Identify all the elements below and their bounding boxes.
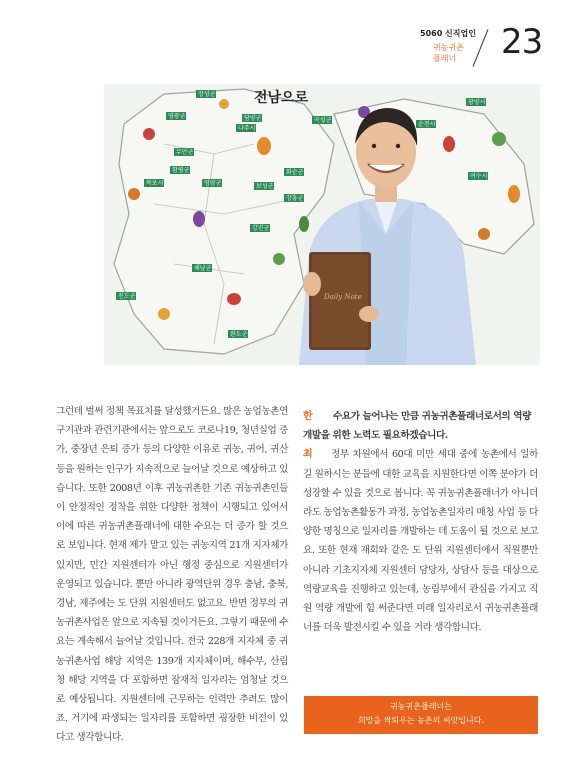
caption-line1: 귀농귀촌플래너는 — [390, 702, 452, 711]
right-column-qa — [303, 407, 538, 637]
svg-text:함평군: 함평군 — [172, 167, 190, 174]
series-subtitle-line2: 플래너 — [433, 54, 457, 63]
svg-text:여수시: 여수시 — [470, 173, 488, 180]
svg-text:강진군: 강진군 — [252, 225, 270, 232]
question-text: 수요가 늘어나는 만큼 귀농귀촌플래너로서의 역량 개발을 위한 노력도 필요하겠습니다. — [303, 411, 531, 442]
svg-text:무안군: 무안군 — [176, 149, 194, 156]
svg-text:영암군: 영암군 — [204, 180, 222, 187]
svg-text:완도군: 완도군 — [230, 331, 248, 338]
svg-text:진도군: 진도군 — [118, 293, 136, 300]
map-title: 전남으로 — [254, 90, 309, 106]
answer-text: 정부 차원에서 60대 미만 세대 중에 농촌에서 일하길 원하시는 분들에 대한 교육을 지원한다면 이쪽 분야가 더 성장할 수 있을 것으로 봅니다. 꼭 귀농귀촌플래너가 아니더라도 농업농촌활동가 과정, 농업농촌일자리 매칭 사업 등 다양한 명칭으로 일자리를 개발하는 데 도움이 될 것으로 보고요. 또한 현재 재회와 같은 도 단위 지원센터에서 직원뿐만 아니라 기초지자체 지원센터 담당자, 상담사 등을 대상으로 역량교육을 진행하고 있는데, 농림부에서 관심을 가지고 직원 역량 개발에 힘 써준다면 미래 일자리로서 귀농귀촌플래너를 더욱 발전시킬 수 있을 거라 생각합니다. — [303, 449, 538, 634]
svg-text:담양군: 담양군 — [244, 115, 262, 122]
svg-text:영광군: 영광군 — [168, 113, 186, 120]
page-number: 23 — [501, 22, 543, 62]
series-title: 5060 신직업인 — [420, 29, 476, 38]
svg-text:장흥군: 장흥군 — [286, 195, 304, 202]
page-header — [400, 22, 560, 72]
svg-text:곡성군: 곡성군 — [314, 117, 332, 124]
notebook-label: Daily Note — [324, 293, 362, 301]
question-block — [303, 407, 538, 445]
svg-text:순천시: 순천시 — [418, 121, 436, 128]
svg-text:광양시: 광양시 — [468, 99, 486, 106]
svg-text:화순군: 화순군 — [286, 169, 304, 176]
svg-text:목포시: 목포시 — [146, 180, 164, 187]
svg-text:보성군: 보성군 — [256, 183, 274, 190]
caption-line2: 희망을 싹틔우는 농촌의 씨앗입니다. — [357, 716, 485, 725]
svg-text:해남군: 해남군 — [194, 265, 212, 272]
svg-text:장성군: 장성군 — [198, 91, 216, 98]
question-marker: 한 — [303, 411, 313, 422]
pull-quote-caption — [304, 696, 538, 734]
svg-text:나주시: 나주시 — [238, 125, 256, 132]
answer-block — [303, 445, 538, 637]
series-subtitle-line1: 귀농귀촌 — [433, 43, 464, 52]
interview-photo — [104, 84, 540, 365]
photo-illustration — [104, 84, 540, 365]
answer-marker: 최 — [303, 449, 313, 461]
left-column-text: 그런데 벌써 정책 목표치를 달성했거든요. 많은 농업농촌연구기관과 관련기관에서는 앞으로도 코로나19, 청년실업 증가, 중장년 은퇴 증가 등의 다양한 이유로 귀농, 귀어, 귀산 등을 원하는 인구가 지속적으로 늘어날 것으로 예상하고 있습니다. 또한 2008년 이후 귀농귀촌한 기존 귀농귀촌인들이 안정적인 정착을 위한 다양한 정책이 시행되고 있어서 이에 따른 귀농귀촌플래너에 대한 수요는 더 증가 할 것으로 보입니다. 현재 제가 맡고 있는 귀농지역 21개 지자체가 있지만, 민간 지원센터가 아닌 행정 중심으로 지원센터가 운영되고 있습니다. 뿐만 아니라 광역단위 경우 충남, 충북, 경남, 제주에는 도 단위 지원센터도 없고요. 반면 정부의 귀농귀촌사업은 앞으로 지속될 것이거든요. 그렇기 때문에 수요는 계속해서 늘어날 것입니다. 전국 228개 지자체 중 귀농귀촌사업 해당 지역은 139개 지자체이며, 해수부, 산림청 해당 지역을 다 포함하면 잠재적 일자리는 엄청날 것으로 예상됩니다. 지원센터에 근무하는 인력만 추려도 많이죠. 거기에 파생되는 일자리를 포함하면 굉장한 비전이 있다고 생각합니다. — [56, 406, 288, 744]
